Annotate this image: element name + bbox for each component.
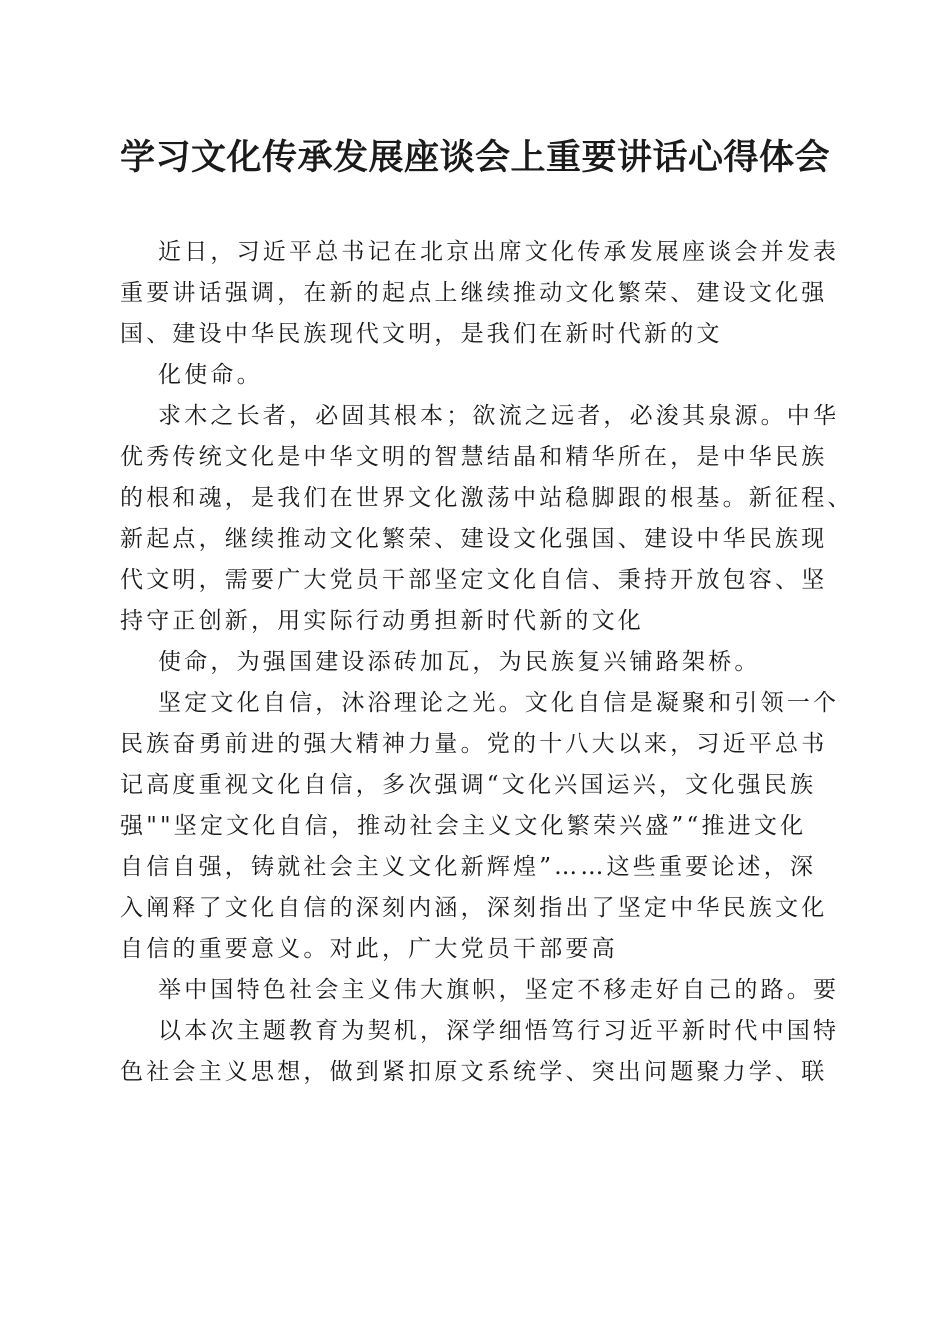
text-line: 代文明，需要广大党员干部坚定文化自信、秉持开放包容、坚 [120,567,828,593]
text-line: 化使命。 [158,362,263,388]
text-line: 近日，习近平总书记在北京出席文化传承发展座谈会并发表 [158,239,840,265]
text-line: 记高度重视文化自信，多次强调“文化兴国运兴，文化强民族 [120,772,817,798]
text-line: 自信自强，铸就社会主义文化新辉煌”……这些重要论述，深 [120,854,817,880]
text-line: 色社会主义思想，做到紧扣原文系统学、突出问题聚力学、联 [120,1059,828,1085]
text-line: 以本次主题教育为契机，深学细悟笃行习近平新时代中国特 [158,1018,840,1044]
text-line: 强""坚定文化自信，推动社会主义文化繁荣兴盛”“推进文化 [120,813,807,839]
text-line: 新起点，继续推动文化繁荣、建设文化强国、建设中华民族现 [120,526,828,552]
text-line: 使命，为强国建设添砖加瓦，为民族复兴铺路架桥。 [158,649,761,675]
text-line: 的根和魂，是我们在世界文化激荡中站稳脚跟的根基。新征程、 [120,485,854,511]
text-line: 国、建设中华民族现代文明，是我们在新时代新的文 [120,321,723,347]
text-line: 入阐释了文化自信的深刻内涵，深刻指出了坚定中华民族文化 [120,895,828,921]
text-line: 坚定文化自信，沐浴理论之光。文化自信是凝聚和引领一个 [158,690,840,716]
text-line: 民族奋勇前进的强大精神力量。党的十八大以来，习近平总书 [120,731,828,757]
text-line: 自信的重要意义。对此，广大党员干部要高 [120,936,618,962]
text-line: 优秀传统文化是中华文明的智慧结晶和精华所在，是中华民族 [120,444,828,470]
document-body [120,232,854,1093]
text-line: 求木之长者，必固其根本；欲流之远者，必浚其泉源。中华 [158,403,840,429]
text-line: 重要讲话强调，在新的起点上继续推动文化繁荣、建设文化强 [120,280,828,306]
text-line: 举中国特色社会主义伟大旗帜，坚定不移走好自己的路。要 [158,977,840,1003]
document-title: 学习文化传承发展座谈会上重要讲话心得体会 [119,137,830,178]
text-line: 持守正创新，用实际行动勇担新时代新的文化 [120,608,644,634]
